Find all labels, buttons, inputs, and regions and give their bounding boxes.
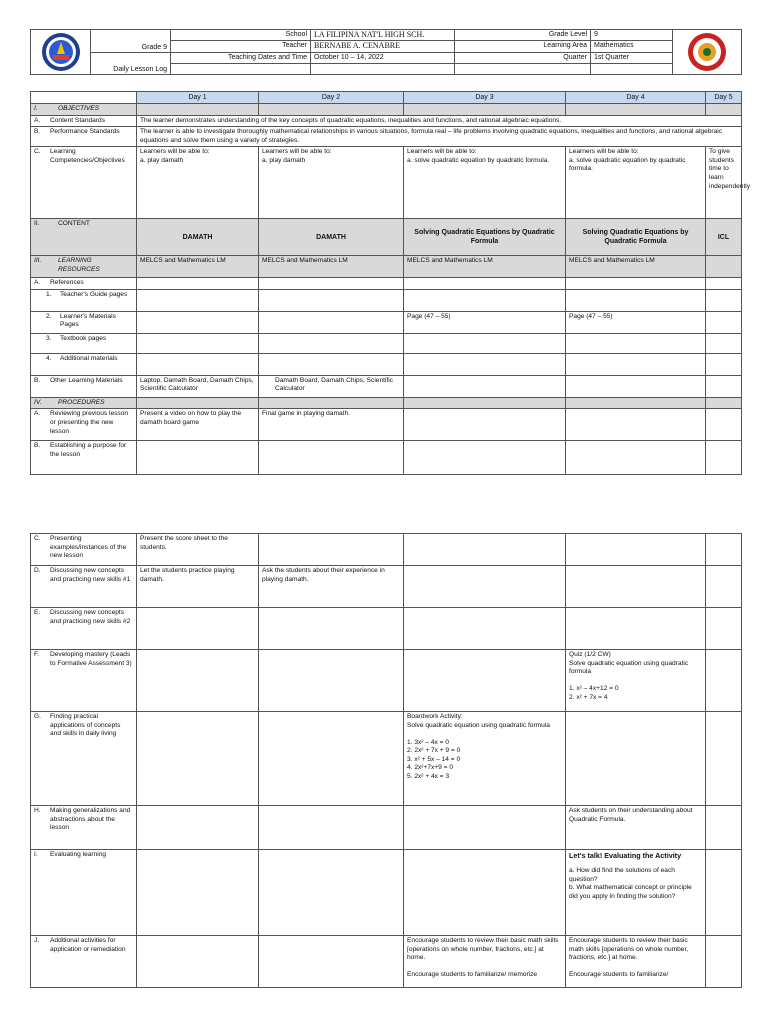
section-label: OBJECTIVES xyxy=(58,105,100,113)
reviewing-lesson-row xyxy=(31,409,742,441)
content-day1: DAMATH xyxy=(137,219,259,256)
other-materials-day1: Laptop, Damath Board, Damath Chips, Scientific Calculator xyxy=(137,375,259,397)
row-number: 3. xyxy=(46,334,52,342)
content-standards-row xyxy=(31,115,742,127)
content-day3: Solving Quadratic Equations by Quadratic Formula xyxy=(404,219,566,256)
section-label: LEARNING RESOURCES xyxy=(58,257,100,273)
day-header: Day 3 xyxy=(404,92,566,104)
day-header: Day 1 xyxy=(137,92,259,104)
grade-level-label: Grade Level xyxy=(455,30,591,41)
dates-value: October 10 – 14, 2022 xyxy=(311,52,455,63)
row-label: Evaluating learning xyxy=(50,851,107,858)
additional-materials-row xyxy=(31,353,742,375)
row-letter: A. xyxy=(34,410,41,418)
references-row xyxy=(31,278,742,290)
additional-activities-row xyxy=(31,936,742,988)
other-materials-row xyxy=(31,375,742,397)
row-letter: F. xyxy=(34,651,40,658)
applications-day3: Boardwork Activity: Solve quadratic equation using quadratic formula 1. 3x² – 4x = 0 2. 2x² + 7x + 9 = 0 3. x² + 5x – 14 = 0 4. 2x²+7x+9 = 0 5. 2x² + 4x = 3 xyxy=(404,712,566,806)
school-seal-cell xyxy=(673,30,742,75)
evaluating-row xyxy=(31,850,742,936)
lm-pages-day3: Page (47 – 55) xyxy=(404,311,566,333)
row-label: Discussing new concepts and practicing new skills #2 xyxy=(50,609,131,625)
row-letter: I. xyxy=(34,851,38,858)
row-number: 2. xyxy=(46,312,52,320)
row-letter: B. xyxy=(34,442,41,450)
deped-seal-icon xyxy=(41,32,81,72)
textbook-row xyxy=(31,333,742,353)
quarter-label: Quarter xyxy=(455,52,591,63)
learning-area-label: Learning Area xyxy=(455,41,591,52)
resources-day4: MELCS and Mathematics LM xyxy=(566,256,706,278)
row-label: Learner's Materials Pages xyxy=(60,312,116,329)
header-table xyxy=(30,29,742,75)
day-header: Day 4 xyxy=(566,92,706,104)
resources-day3: MELCS and Mathematics LM xyxy=(404,256,566,278)
grade-level-value: 9 xyxy=(591,30,673,41)
grade-label: Grade 9 xyxy=(91,30,171,53)
row-label: Finding practical applications of concepts and skills in daily living xyxy=(50,713,121,738)
additional-day3: Encourage students to review their basic math skills [operations on whole number, fractions, etc.] at home. Encourage students to familiarize/ memorize xyxy=(404,936,566,988)
presenting-day1: Present the score sheet to the students. xyxy=(137,534,259,566)
row-letter: C. xyxy=(34,148,41,156)
teacher-value: BERNABE A. CENABRE xyxy=(311,41,455,52)
row-label: Teacher's Guide pages xyxy=(60,290,128,298)
teacher-label: Teacher xyxy=(171,41,311,52)
row-number: 4. xyxy=(46,354,52,362)
section-label: PROCEDURES xyxy=(58,398,105,406)
generalizations-day4: Ask students on their understanding about Quadratic Formula. xyxy=(566,806,706,850)
row-letter: E. xyxy=(34,609,41,616)
row-label: Performance Standards xyxy=(50,128,120,136)
quarter-value: 1st Quarter xyxy=(591,52,673,63)
school-label: School xyxy=(171,30,311,41)
section-number: IV. xyxy=(34,398,42,406)
content-standards-text: The learner demonstrates understanding of the key concepts of quadratic equations, inequalities and functions, and rational algebraic equations. xyxy=(137,115,742,127)
content-day5: ICL xyxy=(706,219,742,256)
row-label: Textbook pages xyxy=(60,334,107,342)
other-materials-day2: Damath Board, Damath Chips, Scientific Calculator xyxy=(259,375,404,397)
row-letter: J. xyxy=(34,937,40,944)
row-label: Additional materials xyxy=(60,354,118,362)
row-number: 1. xyxy=(46,290,52,298)
content-section-row xyxy=(31,219,742,256)
discussing-2-row xyxy=(31,608,742,650)
deped-seal-cell xyxy=(31,30,91,75)
row-letter: A. xyxy=(34,116,41,124)
school-value: LA FILIPINA NAT'L HIGH SCH. xyxy=(311,30,455,41)
resources-day2: MELCS and Mathematics LM xyxy=(259,256,404,278)
log-title: Daily Lesson Log xyxy=(91,52,171,74)
row-label: Presenting examples/instances of the new lesson xyxy=(50,535,127,560)
row-letter: C. xyxy=(34,535,41,542)
school-seal-icon xyxy=(687,32,727,72)
row-label: Discussing new concepts and practicing new skills #1 xyxy=(50,567,131,583)
row-label: Establishing a purpose for the lesson xyxy=(50,442,127,459)
reviewing-day1: Present a video on how to play the damath board game xyxy=(137,409,259,441)
teachers-guide-row xyxy=(31,289,742,311)
lm-pages-day4: Page (47 – 55) xyxy=(566,311,706,333)
row-label: Making generalizations and abstractions about the lesson xyxy=(50,807,131,832)
presenting-examples-row xyxy=(31,534,742,566)
row-label: Developing mastery (Leads to Formative Assessment 3) xyxy=(50,651,132,667)
discussing1-day2: Ask the students about their experience in playing damath. xyxy=(259,566,404,608)
row-letter: G. xyxy=(34,713,41,720)
row-label: Additional activities for application or remediation xyxy=(50,937,126,953)
performance-standards-text: The learner is able to investigate thoroughly mathematical relationships in various situations, formula real – life problems involving quadratic equations, inequalities and functions, and rational algebraic equations and solve them using a variety of strategies. xyxy=(137,127,742,147)
row-letter: A. xyxy=(34,279,41,287)
purpose-row xyxy=(31,441,742,475)
day-header: Day 5 xyxy=(706,92,742,104)
row-label: References xyxy=(50,279,84,287)
content-day4: Solving Quadratic Equations by Quadratic Formula xyxy=(566,219,706,256)
competencies-row xyxy=(31,147,742,219)
learners-materials-row xyxy=(31,311,742,333)
competency-day5: To give students time to learn independently xyxy=(706,147,742,219)
dates-label: Teaching Dates and Time xyxy=(171,52,311,63)
day-header: Day 2 xyxy=(259,92,404,104)
performance-standards-row xyxy=(31,127,742,147)
day-header-row xyxy=(31,92,742,104)
discussing1-day1: Let the students practice playing damath. xyxy=(137,566,259,608)
discussing-1-row xyxy=(31,566,742,608)
additional-day4: Encourage students to review their basic math skills [operations on whole number, fractions, etc.] at home. Encourage students to familiarize/ xyxy=(566,936,706,988)
evaluating-day4: a. How did find the solutions of each question? b. What mathematical concept or principle did you apply in finding the solution? xyxy=(569,867,692,901)
mastery-day4: Quiz (1/2 CW) Solve quadratic equation using quadratic formula 1. x² – 4x+12 = 0 2. x² + 7x = 4 xyxy=(566,650,706,712)
generalizations-row xyxy=(31,806,742,850)
reviewing-day2: Final game in playing damath. xyxy=(259,409,404,441)
row-letter: B. xyxy=(34,128,41,136)
evaluating-title: Let's talk! Evaluating the Activity xyxy=(569,851,682,860)
section-label: CONTENT xyxy=(58,220,90,228)
practical-applications-row xyxy=(31,712,742,806)
row-label: Content Standards xyxy=(50,116,105,124)
developing-mastery-row xyxy=(31,650,742,712)
row-label: Reviewing previous lesson or presenting the new lesson xyxy=(50,410,129,435)
learning-area-value: Mathematics xyxy=(591,41,673,52)
content-day2: DAMATH xyxy=(259,219,404,256)
row-letter: D. xyxy=(34,567,41,574)
row-label: Learning Competencies/Objectives xyxy=(50,148,125,164)
competency-day2: Learners will be able to: a. play damath xyxy=(259,147,404,219)
section-number: III. xyxy=(34,257,42,265)
resources-section-row xyxy=(31,256,742,278)
row-letter: B. xyxy=(34,376,41,384)
resources-day1: MELCS and Mathematics LM xyxy=(137,256,259,278)
procedures-section-row xyxy=(31,397,742,409)
lesson-table-part2 xyxy=(30,533,742,988)
section-number: II. xyxy=(34,220,40,228)
competency-day1: Learners will be able to: a. play damath xyxy=(137,147,259,219)
objectives-section-row xyxy=(31,104,742,116)
row-label: Other Learning Materials xyxy=(50,376,123,384)
section-number: I. xyxy=(34,105,38,113)
row-letter: H. xyxy=(34,807,41,814)
lesson-table-part1 xyxy=(30,91,751,475)
competency-day4: Learners will be able to: a. solve quadratic equation by quadratic formula. xyxy=(566,147,706,219)
competency-day3: Learners will be able to: a. solve quadratic equation by quadratic formula. xyxy=(404,147,566,219)
